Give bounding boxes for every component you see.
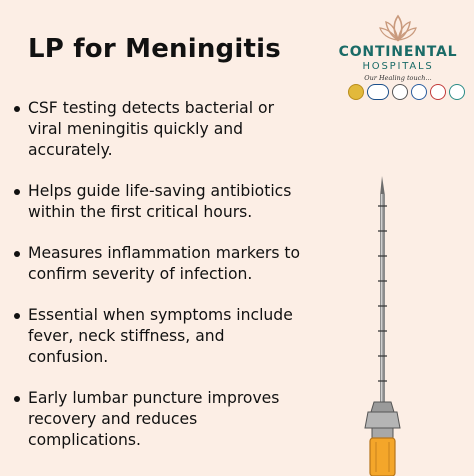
emblem-icon [392,84,408,100]
list-item-text: Essential when symptoms include fever, neck stiffness, and confusion. [28,306,293,366]
logo-name: CONTINENTAL [338,44,458,60]
gold-seal-icon [348,84,364,100]
logo-tagline: Our Healing touch... [364,74,432,82]
list-item-text: CSF testing detects bacterial or viral meningitis quickly and accurately. [28,99,274,159]
list-item-text: Early lumbar puncture improves recovery and reduces complications. [28,389,280,449]
nabh-icon [411,84,427,100]
bullet-icon [14,396,20,402]
list-item [8,388,308,451]
accreditation-oval-icon [367,84,389,100]
bullet-icon [14,106,20,112]
logo-sub: HOSPITALS [362,61,434,72]
list-item-text: Measures inflammation markers to confirm severity of infection. [28,244,301,283]
accreditation-badges [348,84,465,100]
page-title: LP for Meningitis [28,34,281,64]
list-item [8,98,308,161]
spinal-needle-illustration [344,176,444,476]
lotus-icon [378,14,418,44]
hospital-logo [338,14,458,104]
list-item-text: Helps guide life-saving antibiotics within the first critical hours. [28,182,292,221]
list-item [8,305,308,368]
bullet-icon [14,189,20,195]
bullet-list [8,98,308,471]
bullet-icon [14,313,20,319]
teal-seal-icon [449,84,465,100]
list-item [8,181,308,223]
red-seal-icon [430,84,446,100]
bullet-icon [14,251,20,257]
list-item [8,243,308,285]
